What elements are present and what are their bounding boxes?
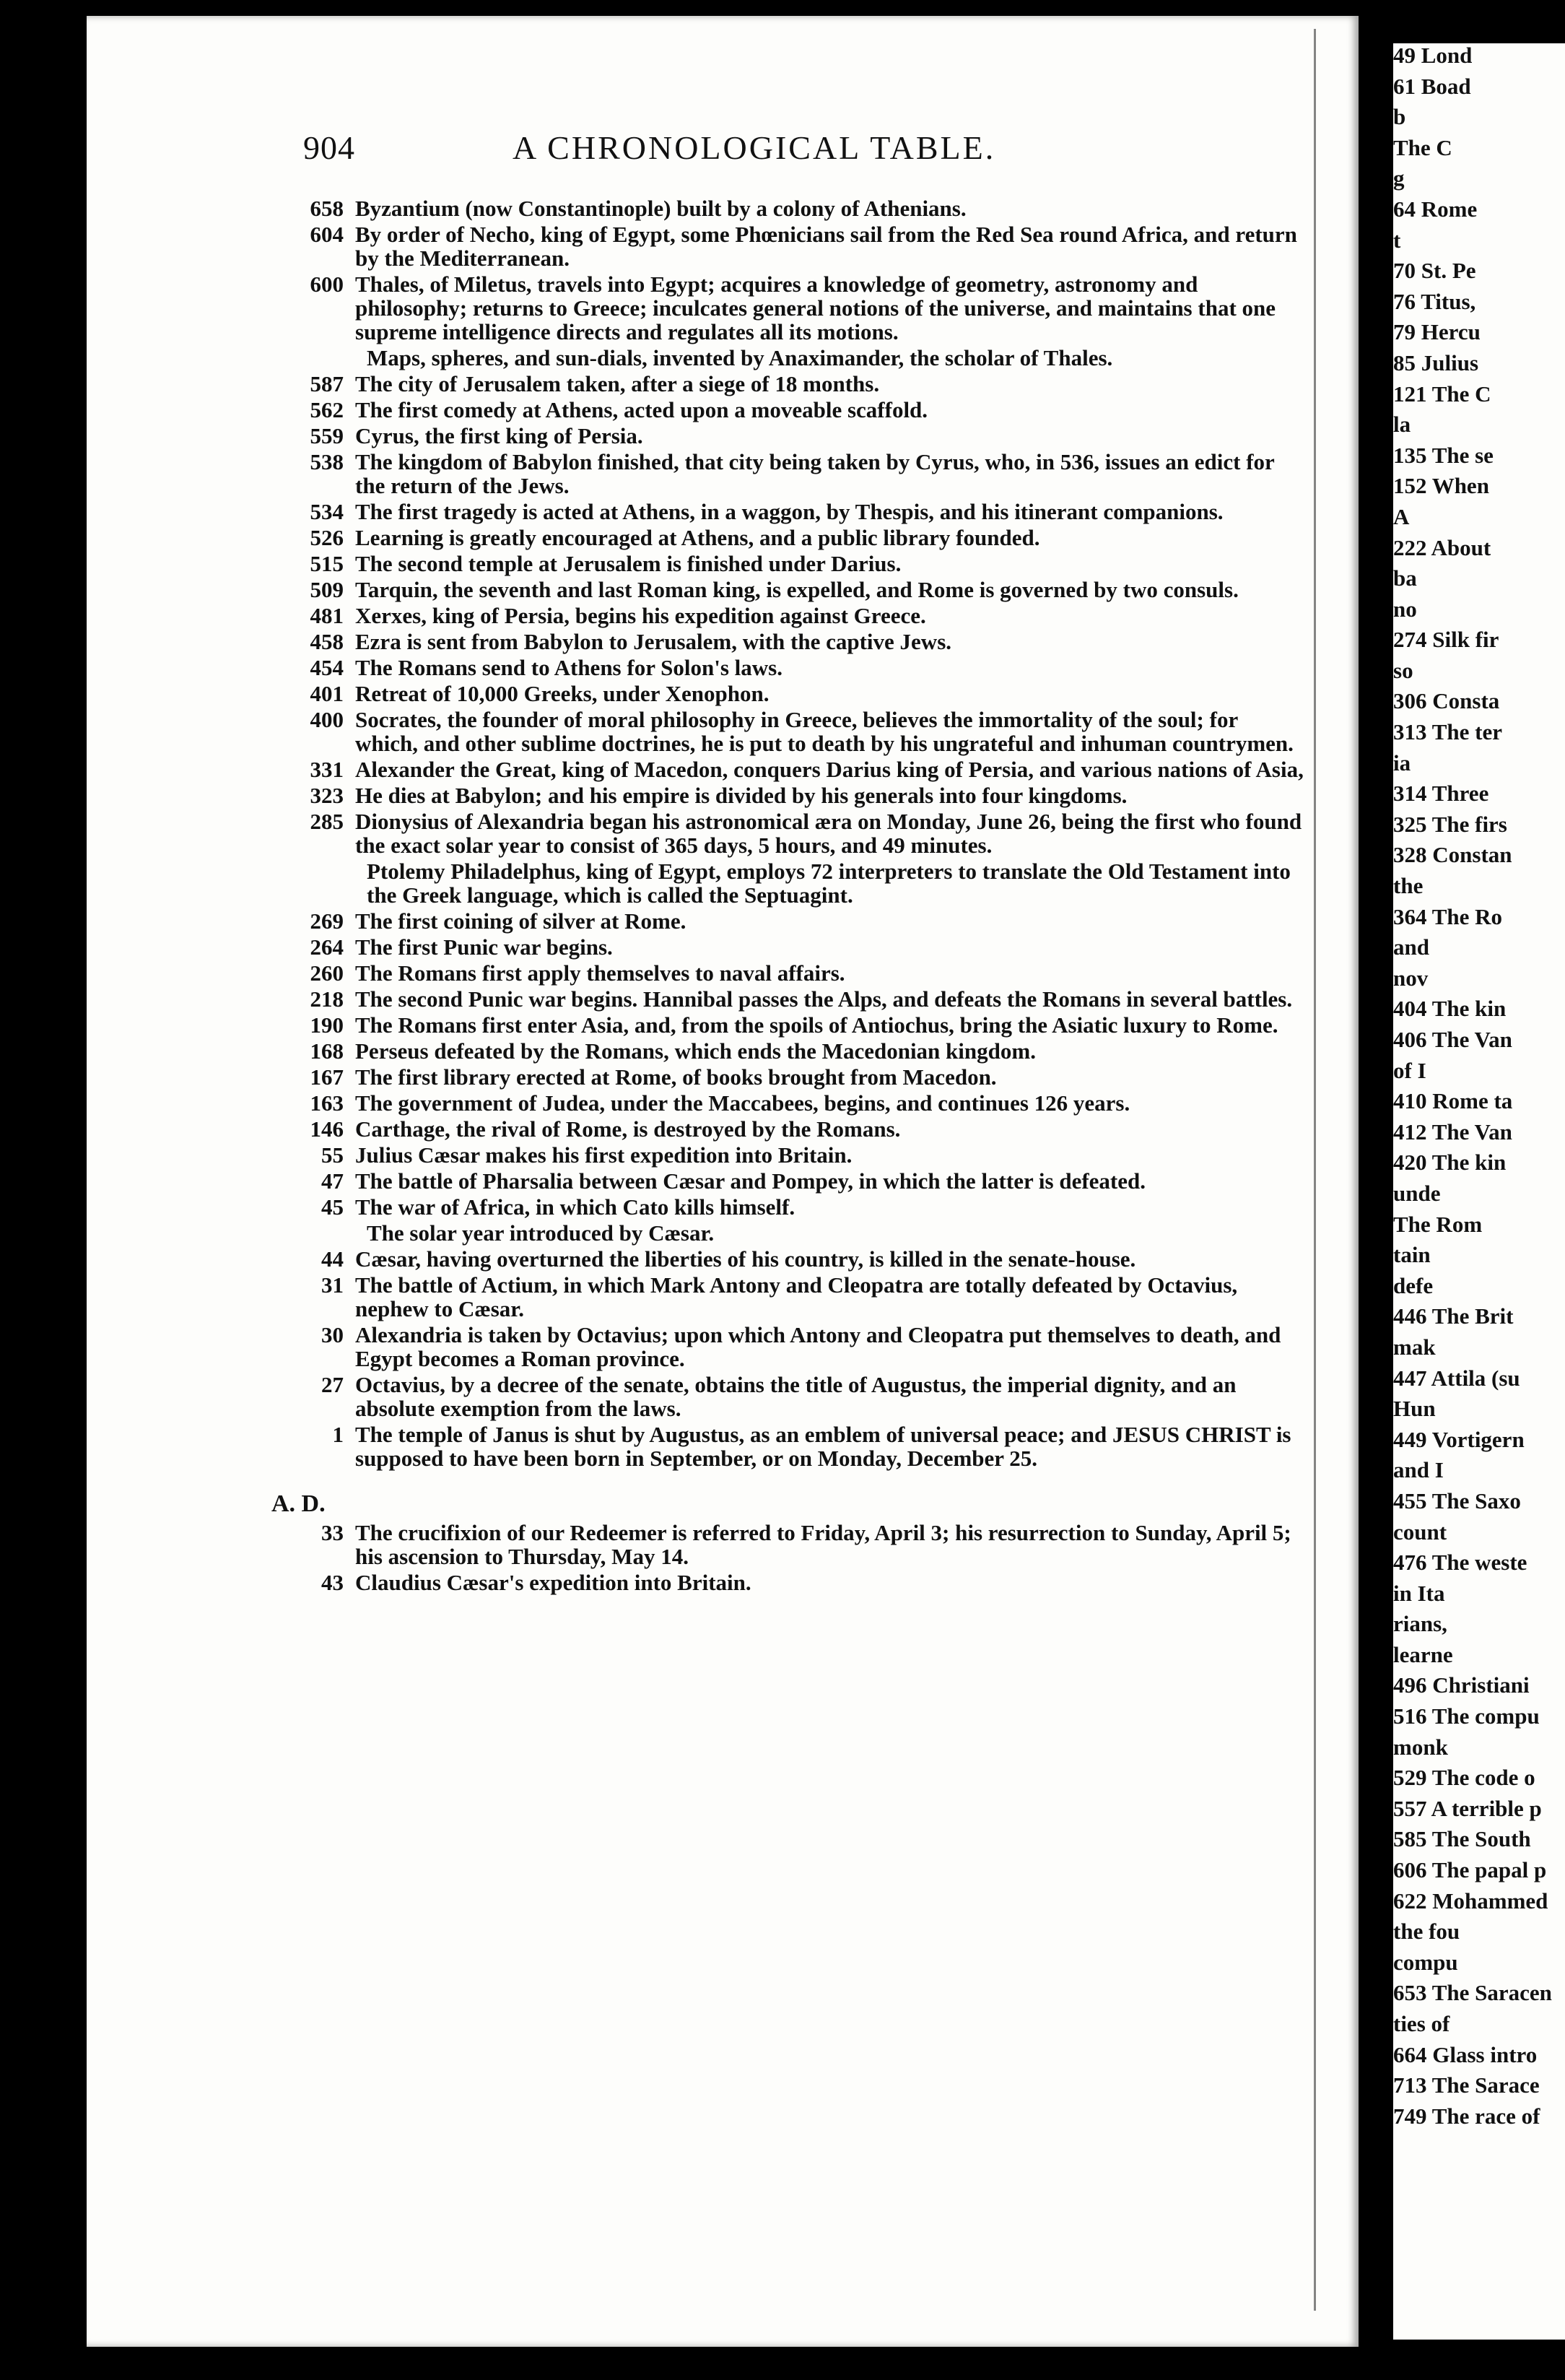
entry-year: 47	[321, 1168, 344, 1194]
entry-year: 167	[310, 1064, 344, 1090]
facing-page-line: 76 Titus,	[1393, 288, 1476, 314]
facing-page-line: 749 The race of	[1393, 2103, 1540, 2129]
facing-page-line: la	[1393, 412, 1411, 438]
chronology-entry	[280, 222, 1305, 270]
entry-text: The solar year introduced by Cæsar.	[367, 1220, 715, 1246]
facing-page-line: rians,	[1393, 1611, 1447, 1637]
facing-page-line: 85 Julius	[1393, 349, 1479, 375]
chronology-entry	[280, 1013, 1305, 1037]
facing-page-line: 328 Constan	[1393, 842, 1512, 868]
entry-text: Xerxes, king of Persia, begins his expedition against Greece.	[355, 603, 926, 628]
facing-page-line: t	[1393, 227, 1401, 253]
facing-page-line: compu	[1393, 1949, 1458, 1975]
entry-text: The Romans first enter Asia, and, from the spoils of Antiochus, bring the Asiatic luxury to Rome.	[355, 1012, 1278, 1038]
entry-text: Claudius Cæsar's expedition into Britain.	[355, 1570, 751, 1595]
facing-page-line: 420 The kin	[1393, 1150, 1507, 1176]
entry-text: Retreat of 10,000 Greeks, under Xenophon.	[355, 681, 770, 706]
facing-page-lines	[1393, 43, 1565, 2134]
entry-text: The kingdom of Babylon finished, that city being taken by Cyrus, who, in 536, issues an edict for the return of the Jews.	[355, 449, 1275, 498]
facing-page-line: nov	[1393, 965, 1429, 991]
entry-year: 526	[310, 525, 344, 550]
chronology-entry	[280, 1065, 1305, 1089]
chronology-entry	[280, 757, 1305, 781]
chronology-list	[271, 196, 1305, 1597]
facing-page-line: 412 The Van	[1393, 1119, 1512, 1145]
facing-page-line: in Ita	[1393, 1580, 1445, 1606]
entry-year: 604	[310, 222, 344, 247]
chronology-entry	[280, 1521, 1305, 1568]
entry-text: The battle of Pharsalia between Cæsar and Pompey, in which the latter is defeated.	[355, 1168, 1146, 1194]
entry-year: 45	[321, 1194, 344, 1220]
facing-page-line: 455 The Saxo	[1393, 1488, 1521, 1513]
facing-page-line: 496 Christiani	[1393, 1672, 1530, 1698]
entry-year: 481	[310, 603, 344, 628]
facing-page-line: A	[1393, 503, 1410, 529]
entry-year: 264	[310, 934, 344, 960]
chronology-entry	[280, 1221, 1305, 1245]
entry-text: Ezra is sent from Babylon to Jerusalem, with the captive Jews.	[355, 629, 952, 654]
entry-text: Ptolemy Philadelphus, king of Egypt, employs 72 interpreters to translate the Old Testament into the Greek language, which is called the Septuagint.	[367, 859, 1291, 908]
entry-year: 27	[321, 1372, 344, 1397]
entry-year: 218	[310, 986, 344, 1012]
facing-page-line: so	[1393, 657, 1413, 683]
facing-page-line: no	[1393, 596, 1417, 622]
chronology-entry	[280, 1273, 1305, 1321]
facing-page-line: and I	[1393, 1457, 1444, 1483]
entry-text: The temple of Janus is shut by Augustus, as an emblem of universal peace; and JESUS CHRIST is supposed to have been born in September, or on Monday, December 25.	[355, 1422, 1291, 1471]
facing-page-line: 325 The firs	[1393, 811, 1507, 837]
chronology-entry	[280, 500, 1305, 524]
facing-page-line: count	[1393, 1519, 1447, 1545]
chronology-entry	[280, 398, 1305, 422]
entry-text: Cæsar, having overturned the liberties of his country, is killed in the senate-house.	[355, 1246, 1136, 1272]
facing-page-line: 61 Boad	[1393, 73, 1471, 99]
facing-page-line: 446 The Brit	[1393, 1303, 1514, 1329]
chronology-entry	[280, 909, 1305, 933]
entry-year: 534	[310, 499, 344, 524]
entry-year: 600	[310, 272, 344, 297]
entry-year: 562	[310, 397, 344, 422]
facing-page-line: mak	[1393, 1334, 1436, 1360]
facing-page-line: 664 Glass intro	[1393, 2041, 1538, 2067]
entry-text: The Romans send to Athens for Solon's laws.	[355, 655, 782, 680]
chronology-entry	[280, 1169, 1305, 1193]
entry-text: The war of Africa, in which Cato kills himself.	[355, 1194, 795, 1220]
entry-text: The first comedy at Athens, acted upon a moveable scaffold.	[355, 397, 928, 422]
entry-text: Dionysius of Alexandria began his astronomical æra on Monday, June 26, being the first who found the exact solar year to consist of 365 days, 5 hours, and 49 minutes.	[355, 809, 1302, 858]
facing-page-line: 404 The kin	[1393, 996, 1507, 1022]
chronology-entry	[280, 552, 1305, 576]
facing-page-line: 585 The South	[1393, 1826, 1531, 1852]
facing-page-line: 121 The C	[1393, 381, 1491, 407]
chronology-entry	[280, 578, 1305, 601]
entry-year: 587	[310, 371, 344, 396]
chronology-entry	[280, 1117, 1305, 1141]
entry-year: 538	[310, 449, 344, 474]
entry-text: Alexander the Great, king of Macedon, conquers Darius king of Persia, and various nations of Asia,	[355, 757, 1304, 782]
chronology-entry	[280, 1373, 1305, 1420]
entry-year: 269	[310, 908, 344, 934]
chronology-entry	[280, 809, 1305, 857]
facing-page-line: Hun	[1393, 1396, 1436, 1422]
entry-text: The first Punic war begins.	[355, 934, 613, 960]
entry-text: Tarquin, the seventh and last Roman king, is expelled, and Rome is governed by two consuls.	[355, 577, 1239, 602]
chronology-entry	[280, 859, 1305, 907]
chronology-entry	[280, 783, 1305, 807]
chronology-entry	[280, 346, 1305, 370]
chronology-entry	[280, 961, 1305, 985]
entry-text: Byzantium (now Constantinople) built by a colony of Athenians.	[355, 196, 967, 221]
entry-text: The first library erected at Rome, of books brought from Macedon.	[355, 1064, 997, 1090]
facing-page-line: the	[1393, 873, 1424, 899]
entry-year: 1	[332, 1422, 344, 1447]
facing-page-line: 222 About	[1393, 534, 1491, 560]
chronology-entry	[280, 708, 1305, 755]
facing-page-line: 410 Rome ta	[1393, 1088, 1513, 1114]
facing-page-line: 274 Silk fir	[1393, 627, 1499, 653]
chronology-entry	[280, 1091, 1305, 1115]
facing-page-line: unde	[1393, 1180, 1441, 1206]
page-gutter	[1314, 29, 1316, 2311]
facing-page-line: tain	[1393, 1242, 1431, 1268]
entry-year: 260	[310, 960, 344, 986]
facing-page-line: 64 Rome	[1393, 196, 1478, 222]
facing-page-line: ties of	[1393, 2011, 1450, 2036]
chronology-entry	[280, 424, 1305, 448]
entry-text: Alexandria is taken by Octavius; upon which Antony and Cleopatra put themselves to death, and Egypt becomes a Roman province.	[355, 1322, 1281, 1371]
entry-text: The city of Jerusalem taken, after a siege of 18 months.	[355, 371, 880, 396]
entry-year: 458	[310, 629, 344, 654]
facing-page-line: 135 The se	[1393, 442, 1494, 468]
entry-year: 331	[310, 757, 344, 782]
facing-page-line: 79 Hercu	[1393, 319, 1481, 345]
chronology-entry	[280, 1323, 1305, 1371]
entry-text: The battle of Actium, in which Mark Antony and Cleopatra are totally defeated by Octavius, nephew to Cæsar.	[355, 1272, 1238, 1321]
facing-page-line: 476 The weste	[1393, 1550, 1527, 1576]
facing-page-line: ba	[1393, 565, 1417, 591]
entry-text: The second temple at Jerusalem is finished under Darius.	[355, 551, 902, 576]
entry-year: 515	[310, 551, 344, 576]
facing-page-line: monk	[1393, 1734, 1448, 1760]
entry-year: 400	[310, 707, 344, 732]
entry-year: 190	[310, 1012, 344, 1038]
entry-text: The crucifixion of our Redeemer is referred to Friday, April 3; his resurrection to Sunday, April 5; his ascension to Thursday, May 14.	[355, 1520, 1291, 1569]
facing-page-line: defe	[1393, 1272, 1434, 1298]
chronology-entry	[280, 1571, 1305, 1594]
facing-page-line: The Rom	[1393, 1211, 1483, 1237]
chronology-entry	[280, 656, 1305, 679]
chronology-entry	[280, 196, 1305, 220]
facing-page-line: 653 The Saracen	[1393, 1980, 1552, 2006]
facing-page-line: 529 The code o	[1393, 1765, 1535, 1791]
entry-text: Maps, spheres, and sun-dials, invented by Anaximander, the scholar of Thales.	[367, 345, 1113, 370]
entry-text: He dies at Babylon; and his empire is divided by his generals into four kingdoms.	[355, 783, 1128, 808]
chronology-entry	[280, 935, 1305, 959]
entry-year: 146	[310, 1116, 344, 1142]
facing-page-line: 152 When	[1393, 473, 1489, 499]
entry-text: The second Punic war begins. Hannibal passes the Alps, and defeats the Romans in several battles.	[355, 986, 1293, 1012]
entry-text: The first tragedy is acted at Athens, in a waggon, by Thespis, and his itinerant companions.	[355, 499, 1224, 524]
chronology-entry	[280, 372, 1305, 396]
entry-year: 285	[310, 809, 344, 834]
entry-year: 401	[310, 681, 344, 706]
entry-text: The government of Judea, under the Maccabees, begins, and continues 126 years.	[355, 1090, 1130, 1116]
era-heading: A. D.	[271, 1490, 326, 1517]
facing-page-line: 364 The Ro	[1393, 903, 1503, 929]
facing-page-line: ia	[1393, 750, 1411, 776]
chronology-entry	[280, 526, 1305, 550]
entry-year: 30	[321, 1322, 344, 1347]
entry-text: Julius Cæsar makes his first expedition into Britain.	[355, 1142, 853, 1168]
facing-page-line: 713 The Sarace	[1393, 2072, 1540, 2098]
entry-year: 33	[321, 1520, 344, 1545]
facing-page-line: learne	[1393, 1641, 1453, 1667]
chronology-entry	[280, 1247, 1305, 1271]
facing-page-line: 49 Lond	[1393, 43, 1473, 68]
chronology-entry	[280, 272, 1305, 344]
entry-text: By order of Necho, king of Egypt, some Phœnicians sail from the Red Sea round Africa, and return by the Mediterranean.	[355, 222, 1297, 271]
entry-text: The first coining of silver at Rome.	[355, 908, 686, 934]
chronology-entry	[280, 1039, 1305, 1063]
facing-page-line: 406 The Van	[1393, 1027, 1512, 1052]
facing-page-line: b	[1393, 104, 1406, 130]
chronology-entry	[280, 1195, 1305, 1219]
entry-text: Octavius, by a decree of the senate, obtains the title of Augustus, the imperial dignity, and an absolute exemption from the laws.	[355, 1372, 1237, 1421]
entry-text: Learning is greatly encouraged at Athens, and a public library founded.	[355, 525, 1040, 550]
entry-text: Perseus defeated by the Romans, which ends the Macedonian kingdom.	[355, 1038, 1036, 1064]
entry-year: 31	[321, 1272, 344, 1298]
entry-year: 55	[321, 1142, 344, 1168]
facing-page-line: g	[1393, 165, 1405, 191]
facing-page-line: The C	[1393, 134, 1452, 160]
facing-page-line: 306 Consta	[1393, 688, 1500, 714]
facing-page-line: 516 The compu	[1393, 1703, 1540, 1729]
facing-page-line: 314 Three	[1393, 781, 1489, 807]
running-head	[303, 129, 1314, 179]
entry-year: 163	[310, 1090, 344, 1116]
chronology-entry	[280, 987, 1305, 1011]
page-number: 904	[303, 129, 355, 166]
chronology-entry	[280, 630, 1305, 653]
entry-text: Socrates, the founder of moral philosophy in Greece, believes the immortality of the soul; for which, and other sublime doctrines, he is put to death by his ungrateful and inhuman countrymen.	[355, 707, 1294, 756]
facing-page-line: 70 St. Pe	[1393, 258, 1476, 284]
chronology-entry	[280, 604, 1305, 627]
entry-year: 509	[310, 577, 344, 602]
chronology-entry	[280, 450, 1305, 498]
entry-year: 658	[310, 196, 344, 221]
chronology-entry	[280, 682, 1305, 705]
facing-page-line: 622 Mohammed	[1393, 1888, 1548, 1914]
entry-text: Cyrus, the first king of Persia.	[355, 423, 643, 448]
facing-page-line: 449 Vortigern	[1393, 1426, 1525, 1452]
entry-year: 168	[310, 1038, 344, 1064]
page-title: A CHRONOLOGICAL TABLE.	[513, 129, 996, 166]
entry-text: Thales, of Miletus, travels into Egypt; acquires a knowledge of geometry, astronomy and philosophy; returns to Greece; inculcates general notions of the universe, and maintains that one supreme intelligence directs and regulates all its motions.	[355, 272, 1276, 344]
entry-year: 454	[310, 655, 344, 680]
facing-page-line: the fou	[1393, 1919, 1460, 1945]
entry-year: 323	[310, 783, 344, 808]
facing-page-line: of I	[1393, 1057, 1426, 1083]
entry-text: Carthage, the rival of Rome, is destroyed by the Romans.	[355, 1116, 901, 1142]
chronology-entry	[280, 1143, 1305, 1167]
facing-page-line: and	[1393, 934, 1429, 960]
facing-page-line: 313 The ter	[1393, 719, 1502, 745]
entry-year: 44	[321, 1246, 344, 1272]
entry-text: The Romans first apply themselves to naval affairs.	[355, 960, 845, 986]
facing-page-line: 557 A terrible p	[1393, 1795, 1542, 1821]
entry-year: 559	[310, 423, 344, 448]
facing-page-line: 606 The papal p	[1393, 1857, 1547, 1883]
entry-year: 43	[321, 1570, 344, 1595]
facing-page-line: 447 Attila (su	[1393, 1365, 1520, 1391]
chronology-entry	[280, 1423, 1305, 1470]
book-page-right-fragment	[1393, 43, 1565, 2340]
